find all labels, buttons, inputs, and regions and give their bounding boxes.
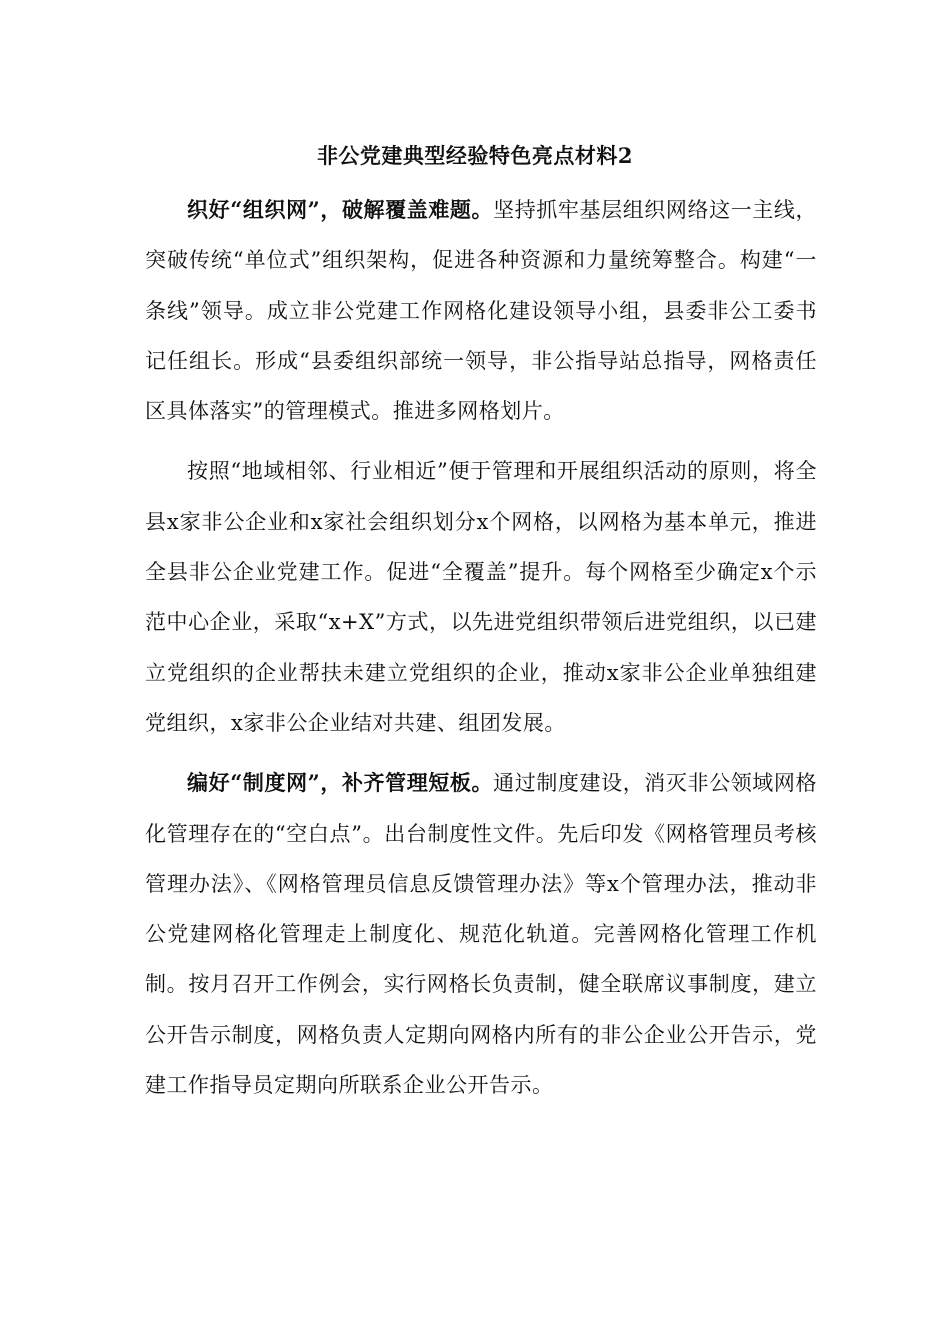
document-title: 非公党建典型经验特色亮点材料2 bbox=[316, 143, 634, 168]
paragraph-system-network bbox=[145, 758, 817, 1110]
paragraph-text: 按照“地域相邻、行业相近”便于管理和开展组织活动的原则，将全县x家非公企业和x家社会组织划分x个网格，以网格为基本单元，推进全县非公企业党建工作。促进“全覆盖”提升。每个网格至少确定x个示范中心企业，采取“x+X”方式，以先进党组织带领后进党组织，以已建立党组织的企业帮扶未建立党组织的企业，推动x家非公企业单独组建党组织，x家非公企业结对共建、组团发展。 bbox=[145, 459, 817, 735]
paragraph-text: 坚持抓牢基层组织网络这一主线，突破传统“单位式”组织架构，促进各种资源和力量统筹整合。构建“一条线”领导。成立非公党建工作网格化建设领导小组，县委非公工委书记任组长。形成“县委组织部统一领导，非公指导站总指导，网格责任区具体落实”的管理模式。推进多网格划片。 bbox=[145, 198, 817, 424]
paragraph-text: 通过制度建设，消灭非公领域网格化管理存在的“空白点”。出台制度性文件。先后印发《网格管理员考核管理办法》、《网格管理员信息反馈管理办法》等x个管理办法，推动非公党建网格化管理走上制度化、规范化轨道。完善网格化管理工作机制。按月召开工作例会，实行网格长负责制，健全联席议事制度，建立公开告示制度，网格负责人定期向网格内所有的非公企业公开告示，党建工作指导员定期向所联系企业公开告示。 bbox=[145, 771, 817, 1098]
paragraph-heading: 织好“组织网”，破解覆盖难题。 bbox=[187, 197, 494, 222]
paragraph-grid-division bbox=[145, 446, 817, 748]
paragraph-organization-network bbox=[145, 185, 817, 436]
paragraph-heading: 编好“制度网”，补齐管理短板。 bbox=[187, 770, 494, 796]
document-body bbox=[145, 185, 817, 1110]
